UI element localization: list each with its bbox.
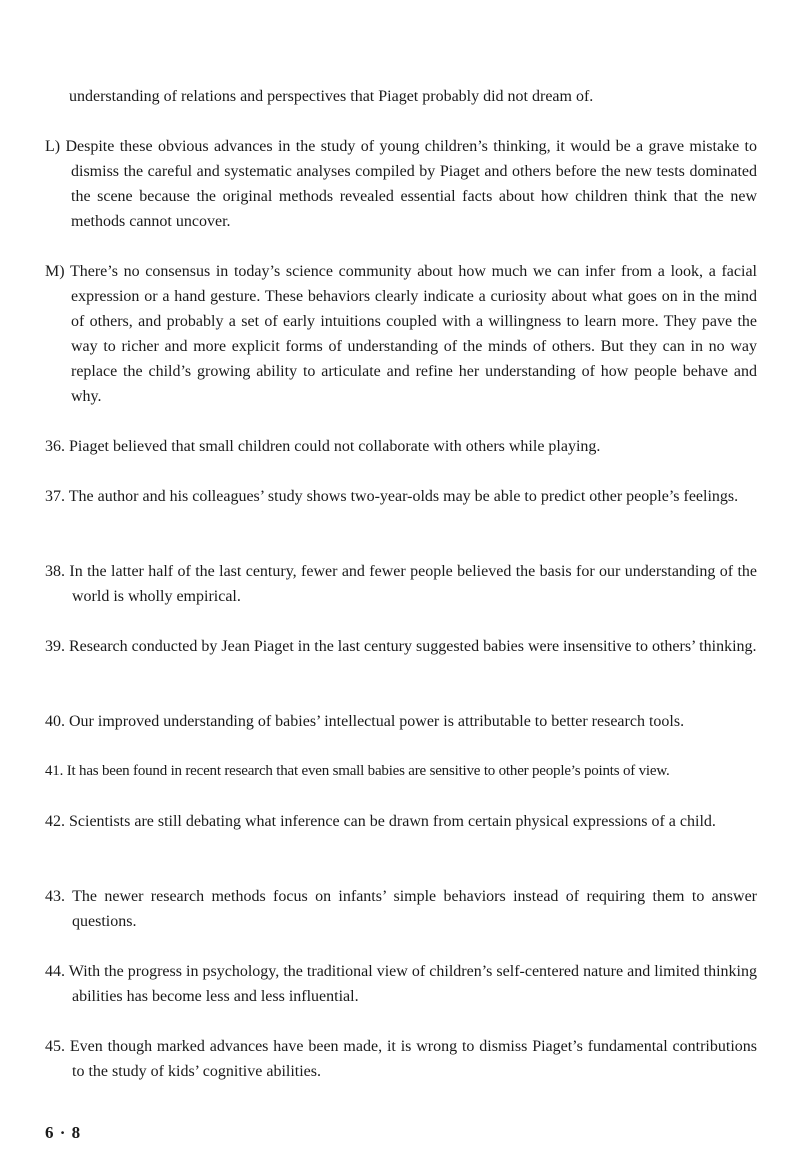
statement-text: Scientists are still debating what inference can be drawn from certain physical expressions of a child. xyxy=(69,813,716,830)
statement-number: 43. xyxy=(45,888,73,905)
statement-number: 41. xyxy=(45,763,67,779)
paragraph-text: Despite these obvious advances in the study of young children’s thinking, it would be a grave mistake to dismiss the careful and systematic analyses compiled by Piaget and others before the new tests dominated the scene because the original methods revealed essential facts about how children think that the new methods cannot uncover. xyxy=(65,138,757,230)
statement-41 xyxy=(45,759,757,784)
statement-text: It has been found in recent research that even small babies are sensitive to other people’s points of view. xyxy=(66,763,670,779)
statement-39 xyxy=(45,634,757,659)
statement-42 xyxy=(45,809,757,834)
statement-number: 38. xyxy=(45,563,70,580)
statement-number: 39. xyxy=(45,638,69,655)
page-number: 6 · 8 xyxy=(45,1123,82,1142)
statement-45 xyxy=(45,1034,757,1084)
statement-text: The newer research methods focus on infants’ simple behaviors instead of requiring them to answer questions. xyxy=(72,888,757,930)
statement-number: 45. xyxy=(45,1038,70,1055)
continued-text: understanding of relations and perspectives that Piaget probably did not dream of. xyxy=(69,88,594,105)
statement-number: 42. xyxy=(45,813,69,830)
statement-38 xyxy=(45,559,757,609)
statement-36 xyxy=(45,434,757,459)
paragraph-m xyxy=(45,259,757,409)
statement-37 xyxy=(45,484,757,509)
statement-text: The author and his colleagues’ study shows two-year-olds may be able to predict other people’s feelings. xyxy=(68,488,739,505)
statement-text: Piaget believed that small children could not collaborate with others while playing. xyxy=(69,438,601,455)
statement-number: 40. xyxy=(45,713,69,730)
paragraph-l xyxy=(45,134,757,234)
paragraph-label: L) xyxy=(45,138,66,155)
statement-number: 37. xyxy=(45,488,69,505)
statement-text: Our improved understanding of babies’ intellectual power is attributable to better research tools. xyxy=(69,713,685,730)
statement-number: 36. xyxy=(45,438,69,455)
statement-44 xyxy=(45,959,757,1009)
paragraph-text: There’s no consensus in today’s science community about how much we can infer from a look, a facial expression or a hand gesture. These behaviors clearly indicate a curiosity about what goes on in the mind of others, and probably a set of early intuitions coupled with a willingness to learn more. They pave the way to richer and more explicit forms of understanding of the minds of others. But they can in no way replace the child’s growing ability to articulate and refine her understanding of how people behave and why. xyxy=(69,263,758,405)
statement-43 xyxy=(45,884,757,934)
statement-number: 44. xyxy=(45,963,69,980)
continued-paragraph xyxy=(45,84,757,109)
statement-text: Even though marked advances have been made, it is wrong to dismiss Piaget’s fundamental contributions to the study of kids’ cognitive abilities. xyxy=(69,1038,757,1080)
statement-text: With the progress in psychology, the traditional view of children’s self-centered nature and limited thinking abilities has become less and less influential. xyxy=(68,963,757,1005)
statement-text: In the latter half of the last century, fewer and fewer people believed the basis for our understanding of the world is wholly empirical. xyxy=(69,563,758,605)
statement-40 xyxy=(45,709,757,734)
paragraph-label: M) xyxy=(45,263,70,280)
statement-text: Research conducted by Jean Piaget in the last century suggested babies were insensitive to others’ thinking. xyxy=(69,638,757,655)
